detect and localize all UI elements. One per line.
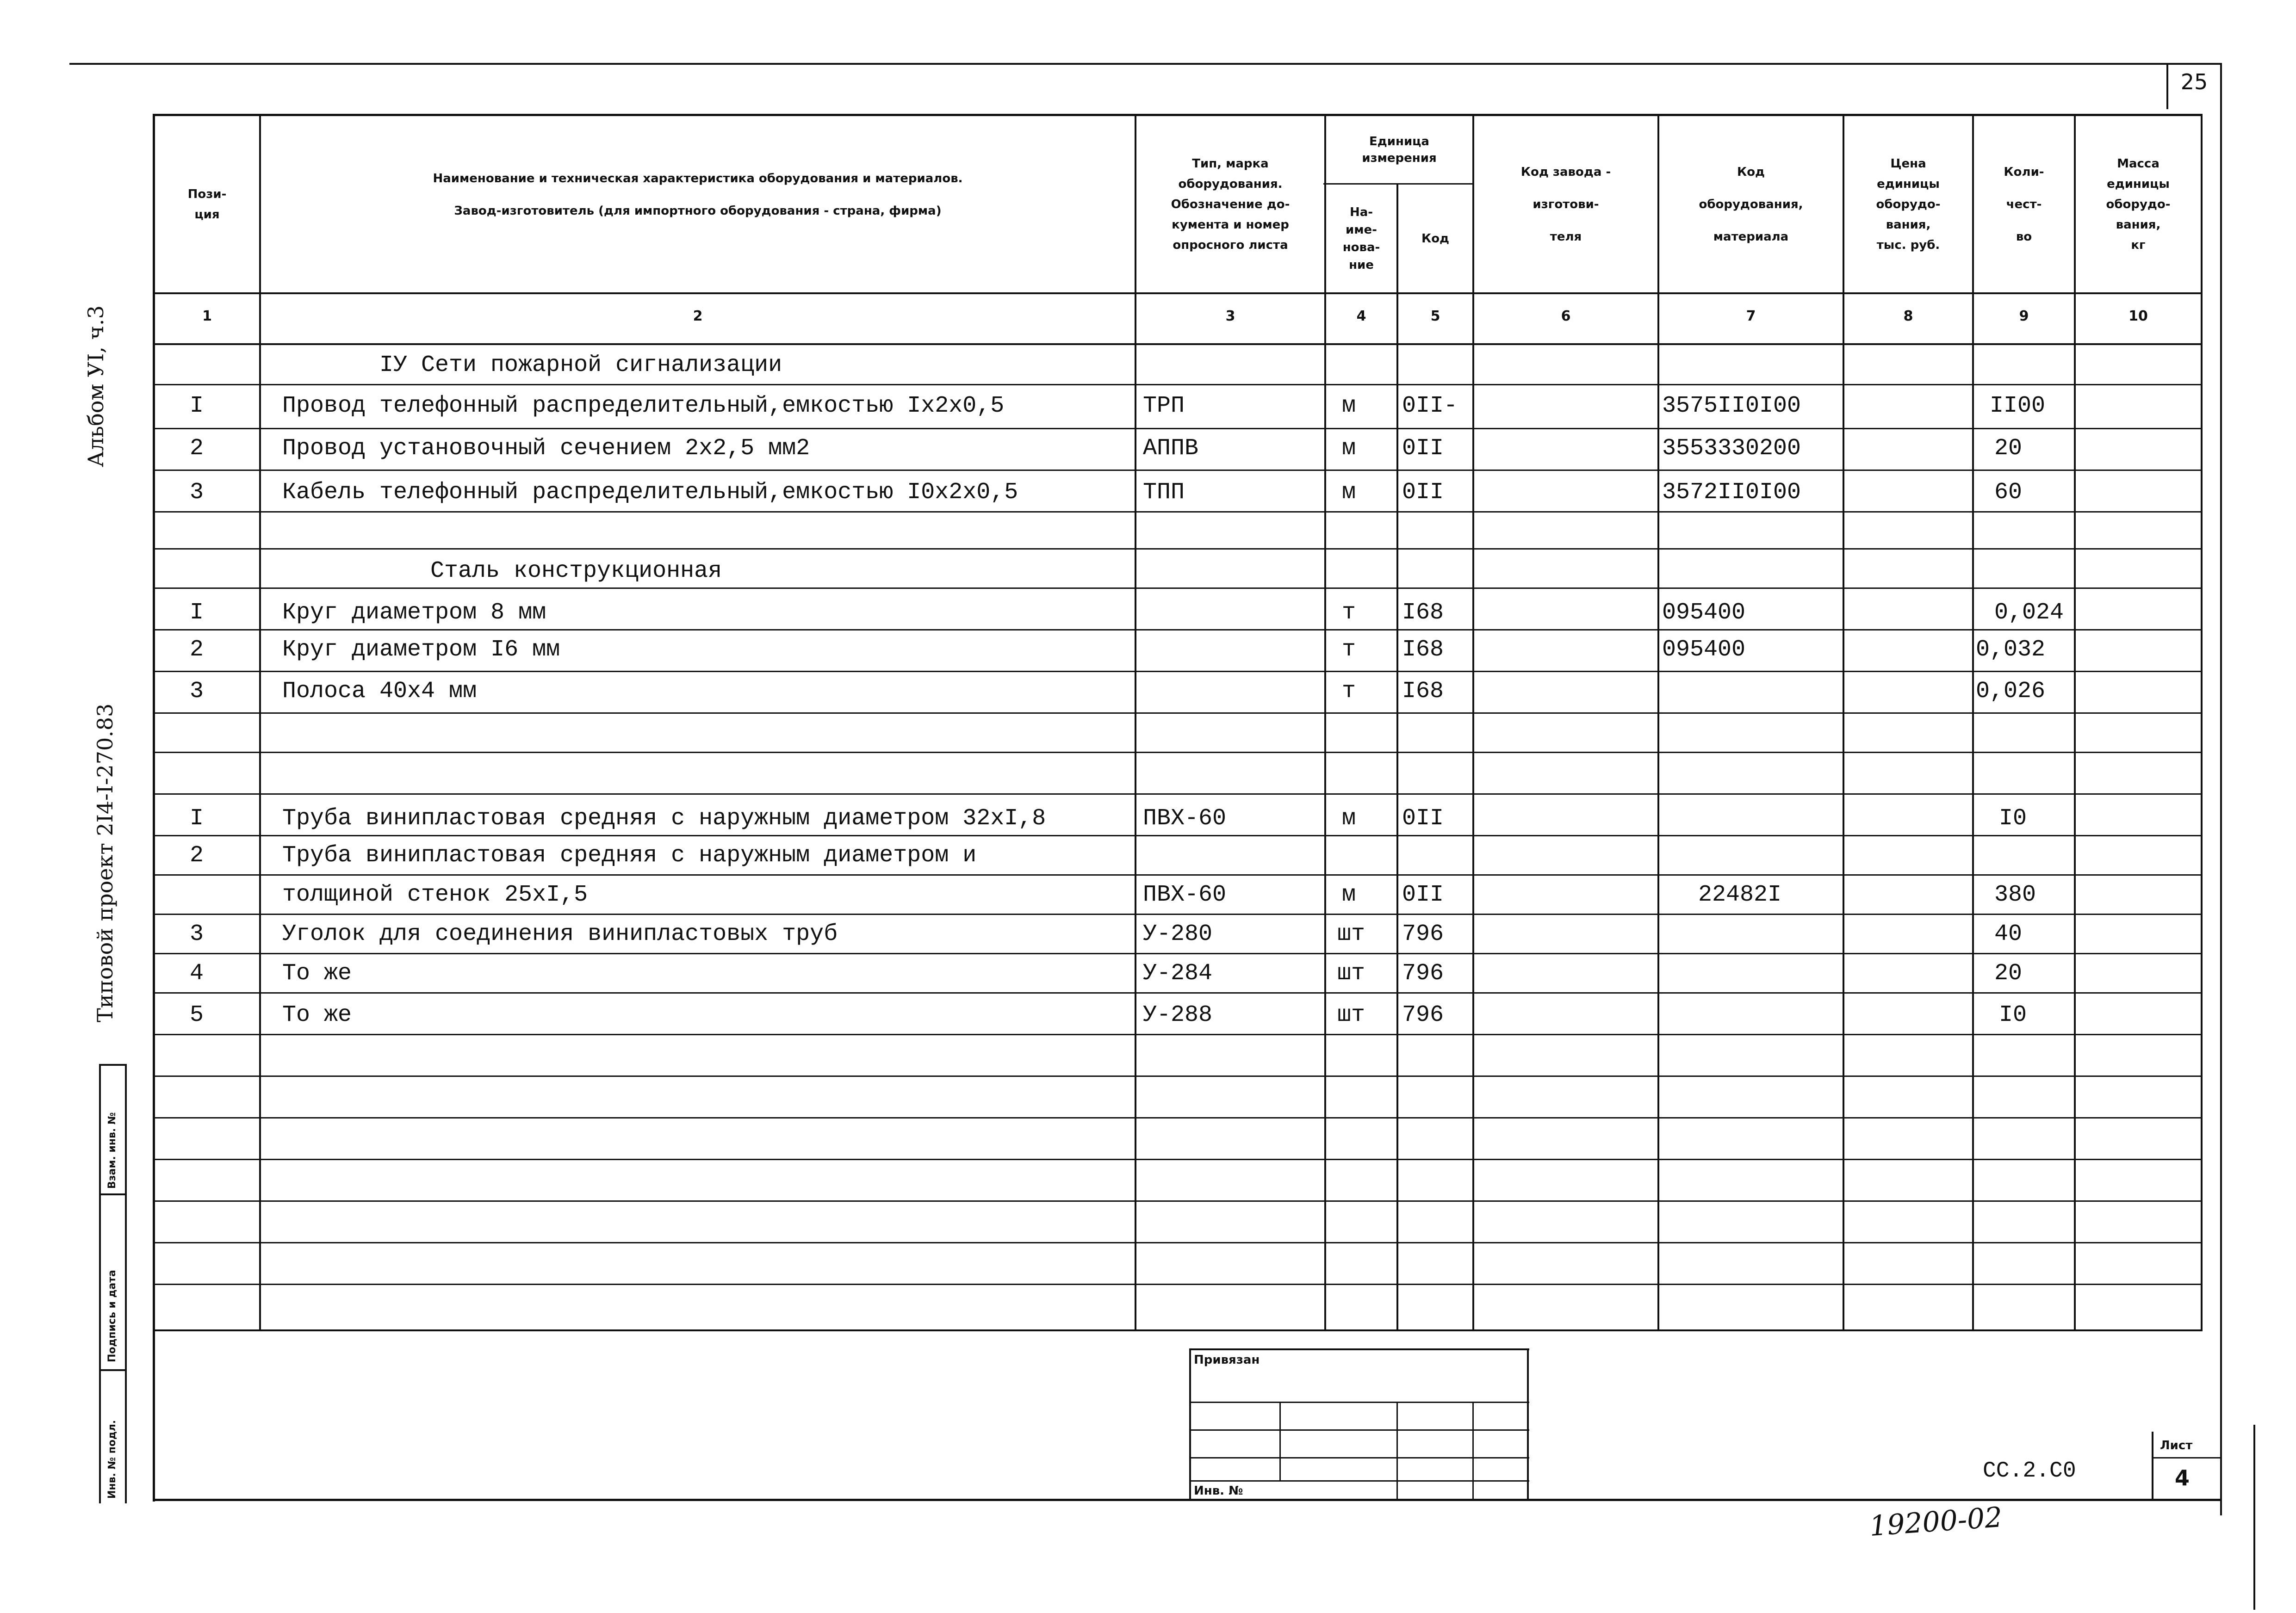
- row-unit: т: [1342, 599, 1356, 626]
- row-quantity: 0,026: [1976, 678, 2046, 705]
- row-material-code: 3572II0I00: [1662, 479, 1801, 506]
- row-code: 0II: [1402, 435, 1444, 462]
- col-number: 8: [1903, 308, 1913, 324]
- col-number: 5: [1430, 308, 1440, 324]
- row-material-code: 095400: [1662, 599, 1746, 626]
- row-unit: т: [1342, 678, 1356, 705]
- stamp-label-2: Подпись и дата: [106, 1270, 118, 1362]
- header-quantity: Коли- чест- во: [2004, 165, 2044, 244]
- row-type: ТПП: [1143, 479, 1185, 506]
- row-quantity: 60: [1994, 479, 2023, 506]
- header-material-code: Код оборудования, материала: [1699, 165, 1803, 244]
- row-code: I68: [1402, 637, 1444, 663]
- header-factory: Код завода - изготови- теля: [1520, 165, 1611, 244]
- row-code: 796: [1402, 1002, 1444, 1028]
- header-unit-code: Код: [1421, 231, 1450, 246]
- col-number: 1: [202, 308, 212, 324]
- row-material-code: 3553330200: [1662, 435, 1801, 462]
- col-number: 4: [1356, 308, 1366, 324]
- inv-number-label: Инв. №: [1194, 1484, 1243, 1498]
- row-position: 3: [190, 678, 204, 705]
- col-number: 6: [1561, 308, 1571, 324]
- row-position: 3: [190, 921, 204, 947]
- section-heading: ІУ Сети пожарной сигнализации: [379, 352, 782, 378]
- header-mass: Масса единицы оборудо- вания, кг: [2106, 156, 2171, 252]
- row-name: толщиной стенок 25хI,5: [282, 882, 588, 908]
- row-name: Труба винипластовая средняя с наружным диаметром 32хI,8: [282, 805, 1046, 832]
- row-type: У-284: [1143, 960, 1213, 987]
- stamp-label-3: Инв. № подл.: [106, 1420, 118, 1499]
- row-material-code: 3575II0I00: [1662, 393, 1801, 419]
- privyazan-label: Привязан: [1194, 1353, 1260, 1367]
- row-code: 0II: [1402, 805, 1444, 832]
- row-unit: м: [1342, 393, 1356, 419]
- row-code: I68: [1402, 678, 1444, 705]
- header-type: Тип, марка оборудования. Обозначение до- кумента и номер опросного листа: [1171, 156, 1290, 252]
- row-position: 2: [190, 842, 204, 869]
- document-code: СС.2.С0: [1983, 1458, 2076, 1483]
- handwritten-number: 19200-02: [1868, 1501, 2004, 1543]
- row-quantity: II00: [1990, 393, 2046, 419]
- row-code: 0II: [1402, 882, 1444, 908]
- row-material-code: 095400: [1662, 637, 1746, 663]
- row-code: 796: [1402, 960, 1444, 987]
- row-unit: м: [1342, 882, 1356, 908]
- row-name: Полоса 40х4 мм: [282, 678, 477, 705]
- row-position: 5: [190, 1002, 204, 1028]
- row-type: У-280: [1143, 921, 1213, 947]
- row-quantity: 20: [1994, 960, 2023, 987]
- sheet-label: Лист: [2160, 1439, 2193, 1452]
- row-position: 4: [190, 960, 204, 987]
- row-name: Провод телефонный распределительный,емкостью Iх2х0,5: [282, 393, 1005, 419]
- side-label-album: Альбом УІ, ч.3: [83, 305, 108, 467]
- header-name: Наименование и техническая характеристика оборудования и материалов. Завод-изготовитель (для импортного оборудования - страна, фирма): [433, 172, 963, 218]
- row-code: I68: [1402, 599, 1444, 626]
- top-rule: [69, 63, 2222, 65]
- row-unit: шт: [1337, 1002, 1365, 1028]
- row-material-code: 22482I: [1698, 882, 1782, 908]
- row-type: У-288: [1143, 1002, 1213, 1028]
- row-type: ПВХ-60: [1143, 882, 1227, 908]
- row-quantity: 0,032: [1976, 637, 2046, 663]
- row-position: 2: [190, 637, 204, 663]
- row-type: АППВ: [1143, 435, 1199, 462]
- row-name: То же: [282, 960, 352, 987]
- row-quantity: 20: [1994, 435, 2023, 462]
- row-quantity: 40: [1994, 921, 2023, 947]
- row-position: I: [190, 599, 204, 626]
- header-position: Пози- ция: [187, 187, 227, 222]
- row-quantity: 0,024: [1994, 599, 2064, 626]
- page-number: 25: [2180, 69, 2208, 94]
- row-type: ТРП: [1143, 393, 1185, 419]
- col-number: 10: [2128, 308, 2148, 324]
- section-heading: Сталь конструкционная: [430, 558, 722, 584]
- row-quantity: 380: [1994, 882, 2036, 908]
- row-code: 0II: [1402, 479, 1444, 506]
- row-position: I: [190, 393, 204, 419]
- header-unit-name: На- име- нова- ние: [1342, 205, 1380, 272]
- row-unit: м: [1342, 805, 1356, 832]
- header-unit: Единица измерения: [1362, 134, 1437, 165]
- row-name: Провод установочный сечением 2х2,5 мм2: [282, 435, 810, 462]
- row-name: Труба винипластовая средняя с наружным диаметром и: [282, 842, 977, 869]
- col-number: 9: [2019, 308, 2029, 324]
- row-name: Кабель телефонный распределительный,емкостью I0х2х0,5: [282, 479, 1018, 506]
- row-name: Круг диаметром 8 мм: [282, 599, 546, 626]
- row-type: ПВХ-60: [1143, 805, 1227, 832]
- row-unit: шт: [1337, 960, 1365, 987]
- row-name: Уголок для соединения винипластовых труб: [282, 921, 838, 947]
- row-unit: м: [1342, 479, 1356, 506]
- row-unit: м: [1342, 435, 1356, 462]
- row-code: 0II-: [1402, 393, 1458, 419]
- row-position: I: [190, 805, 204, 832]
- row-position: 3: [190, 479, 204, 506]
- col-number: 7: [1746, 308, 1756, 324]
- side-label-project: Типовой проект 2І4-І-270.83: [93, 703, 118, 1022]
- row-position: 2: [190, 435, 204, 462]
- row-unit: т: [1342, 637, 1356, 663]
- row-quantity: I0: [1999, 805, 2027, 832]
- row-code: 796: [1402, 921, 1444, 947]
- col-number: 3: [1225, 308, 1235, 324]
- col-number: 2: [693, 308, 703, 324]
- header-price: Цена единицы оборудо- вания, тыс. руб.: [1876, 156, 1941, 252]
- row-unit: шт: [1337, 921, 1365, 947]
- sheet-number: 4: [2175, 1465, 2190, 1490]
- stamp-label-1: Взам. инв. №: [106, 1112, 118, 1189]
- row-name: То же: [282, 1002, 352, 1028]
- row-name: Круг диаметром I6 мм: [282, 637, 560, 663]
- row-quantity: I0: [1999, 1002, 2027, 1028]
